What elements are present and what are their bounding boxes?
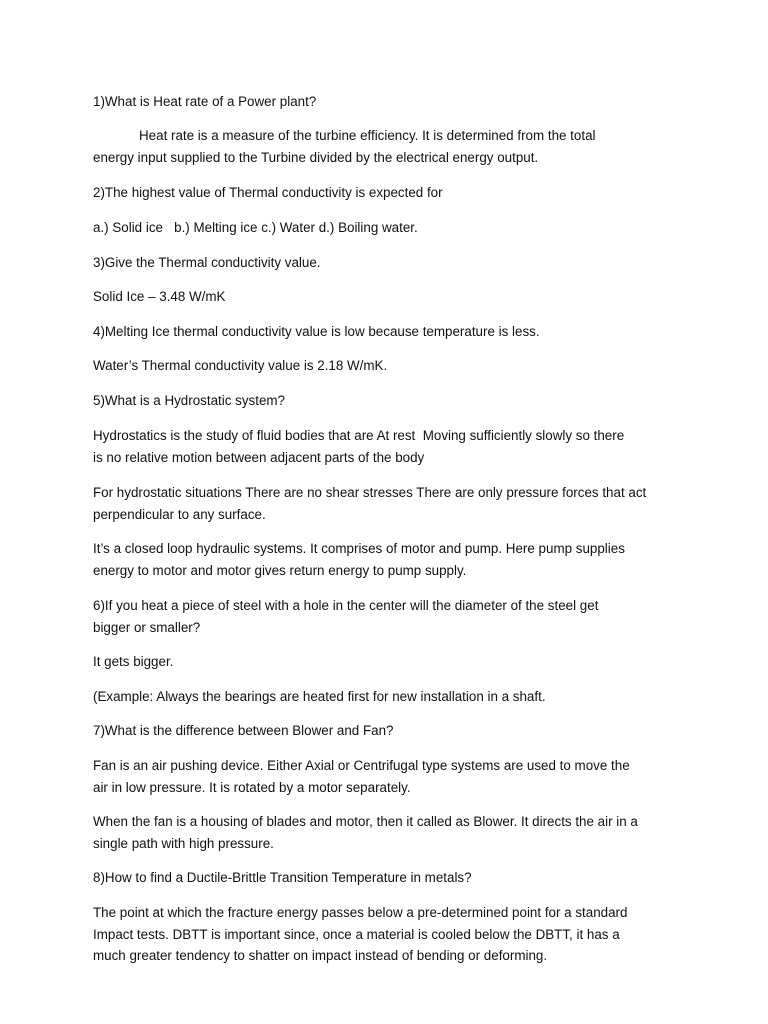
text-line: When the fan is a housing of blades and motor, then it called as Blower. It directs the air in a [93, 814, 638, 829]
answer-6b [93, 686, 683, 708]
text-line: It gets bigger. [93, 654, 174, 669]
question-6 [93, 595, 683, 638]
text-line: Hydrostatics is the study of fluid bodies that are At rest Moving sufficiently slowly so there [93, 428, 625, 443]
answer-5c [93, 538, 683, 581]
answer-7a [93, 755, 683, 798]
text-line: Water’s Thermal conductivity value is 2.18 W/mK. [93, 358, 388, 373]
text-line: single path with high pressure. [93, 835, 274, 851]
text-line: air in low pressure. It is rotated by a motor separately. [93, 779, 411, 795]
text-line: 3)Give the Thermal conductivity value. [93, 255, 321, 270]
text-line: 8)How to find a Ductile-Brittle Transition Temperature in metals? [93, 870, 472, 885]
answer-3 [93, 286, 683, 308]
answer-5a [93, 425, 683, 468]
question-2 [93, 182, 683, 204]
answer-7b [93, 811, 683, 854]
text-line: is no relative motion between adjacent parts of the body [93, 449, 425, 465]
answer-4 [93, 355, 683, 377]
question-3 [93, 252, 683, 274]
text-line: 4)Melting Ice thermal conductivity value is low because temperature is less. [93, 324, 540, 339]
question-7 [93, 720, 683, 742]
text-line: energy input supplied to the Turbine divided by the electrical energy output. [93, 149, 539, 165]
answer-5b [93, 482, 683, 525]
text-line: 1)What is Heat rate of a Power plant? [93, 94, 317, 109]
text-line: 7)What is the difference between Blower and Fan? [93, 723, 394, 738]
text-line: bigger or smaller? [93, 619, 201, 635]
question-8 [93, 867, 683, 889]
text-line: energy to motor and motor gives return energy to pump supply. [93, 562, 467, 578]
question-4 [93, 321, 683, 343]
text-line: a.) Solid ice b.) Melting ice c.) Water d.) Boiling water. [93, 220, 418, 235]
answer-2 [93, 217, 683, 239]
text-line: It’s a closed loop hydraulic systems. It comprises of motor and pump. Here pump supplies [93, 541, 625, 556]
question-1 [93, 91, 683, 113]
text-line: perpendicular to any surface. [93, 506, 266, 522]
answer-8 [93, 902, 683, 967]
text-line: 2)The highest value of Thermal conductivity is expected for [93, 185, 443, 200]
text-line: Fan is an air pushing device. Either Axial or Centrifugal type systems are used to move the [93, 758, 630, 773]
answer-6a [93, 651, 683, 673]
text-line: 6)If you heat a piece of steel with a hole in the center will the diameter of the steel get [93, 598, 599, 613]
question-5 [93, 390, 683, 412]
answer-1 [93, 125, 683, 168]
text-line: 5)What is a Hydrostatic system? [93, 393, 285, 408]
text-line: (Example: Always the bearings are heated first for new installation in a shaft. [93, 689, 546, 704]
text-line: Solid Ice – 3.48 W/mK [93, 289, 226, 304]
text-line: Impact tests. DBTT is important since, once a material is cooled below the DBTT, it has a [93, 926, 620, 942]
text-line: For hydrostatic situations There are no shear stresses There are only pressure forces that act [93, 485, 647, 500]
text-line: Heat rate is a measure of the turbine efficiency. It is determined from the total [139, 128, 596, 143]
text-line: much greater tendency to shatter on impact instead of bending or deforming. [93, 948, 548, 963]
text-line: The point at which the fracture energy passes below a pre-determined point for a standard [93, 905, 628, 920]
